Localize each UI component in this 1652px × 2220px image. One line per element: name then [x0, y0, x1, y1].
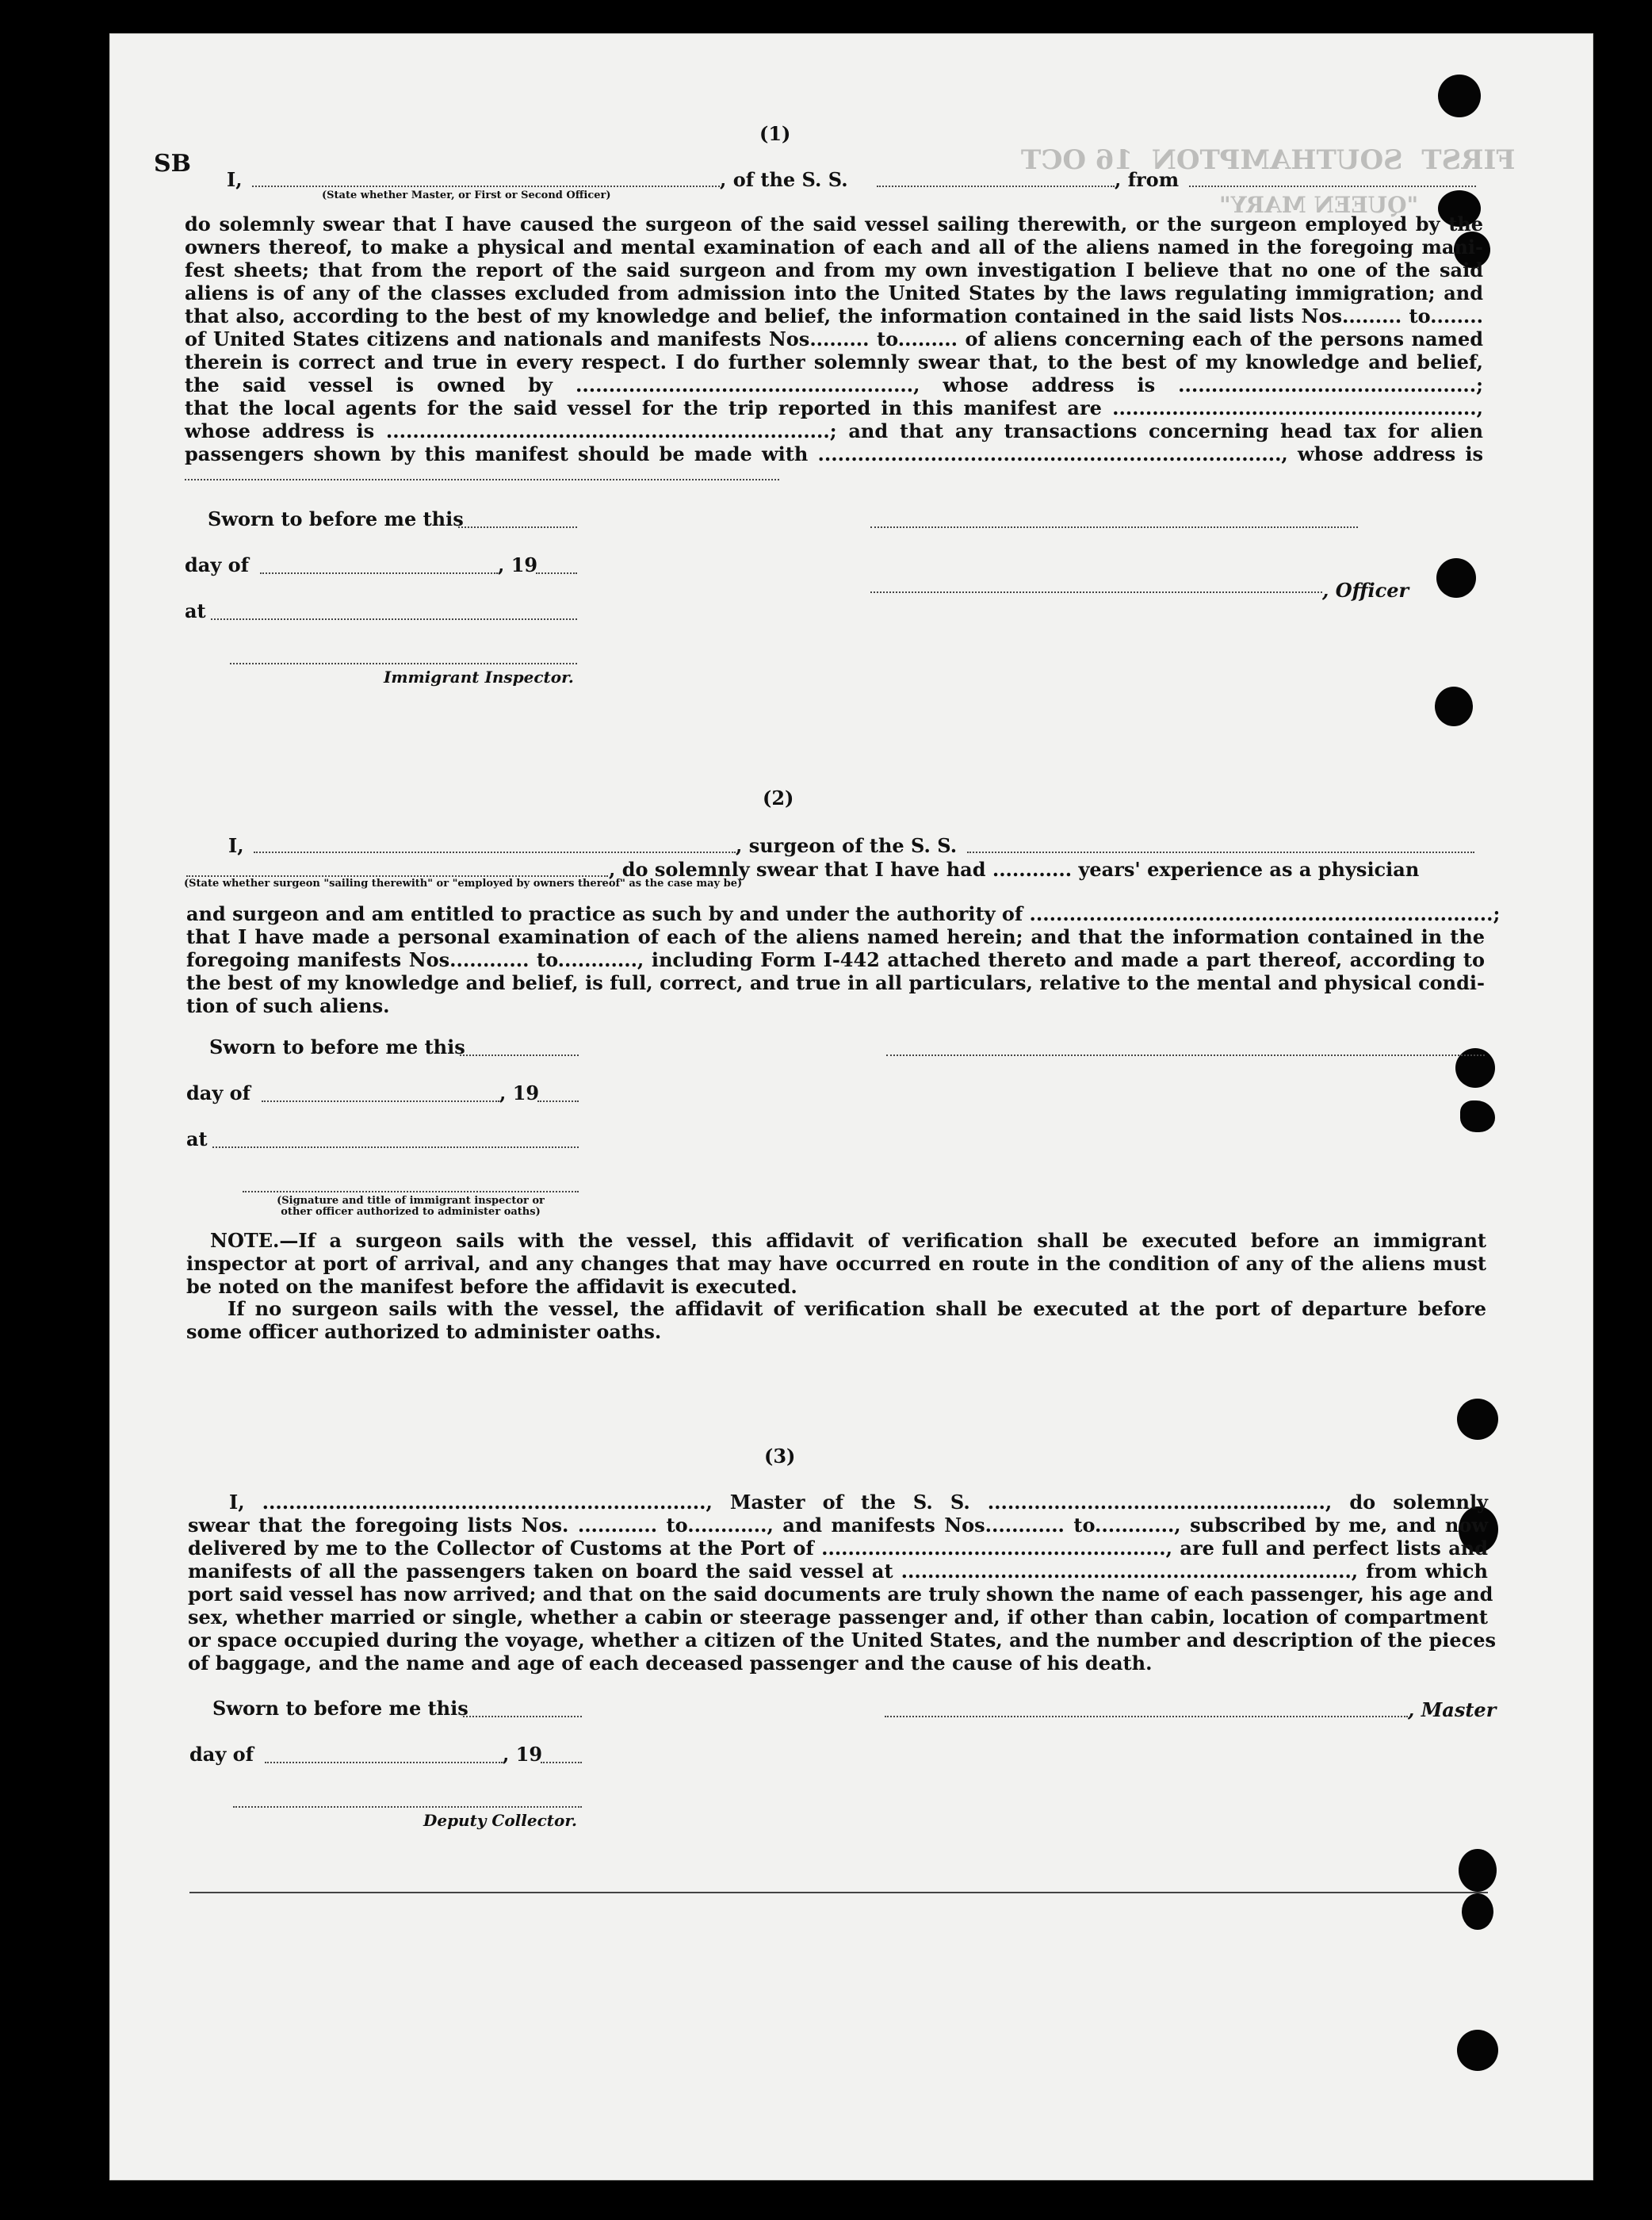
section2-year-label: , 19	[499, 1081, 540, 1104]
section3-day-label: day of	[189, 1743, 254, 1766]
binder-hole	[1436, 558, 1476, 598]
section2-oath-text: and surgeon and am entitled to practice as such by and under the authority of ......................................................................; that I have made a personal examination of each of the aliens named herein; and that the information contained in the foregoing manifests Nos............ to............, including Form I-442 attached thereto and made a part thereof, according to the best of my knowledge and belief, is full, correct, and true in all particulars, relative to the mental and physical condi-	[186, 902, 1501, 994]
section2-sworn-label: Sworn to before me this	[209, 1035, 465, 1058]
section1-heading: (1)	[759, 122, 791, 145]
section2-heading: (2)	[763, 787, 794, 810]
section2-officer-signature[interactable]	[243, 1191, 579, 1192]
signature-note: (Signature and title of immigrant inspector or other officer authorized to administer oaths)	[277, 1195, 545, 1218]
section1-at-field[interactable]	[211, 618, 577, 620]
ship-name-field[interactable]	[877, 186, 1115, 187]
section3-oath-text: I, ..................................................................., Master of the S. S. ..................................................., do solemnly swear that the foregoing lists Nos. ............ to............, and manifests Nos............ to............, subscribed by me, and now delivered by me to the Collector of Customs at the Port of ...................................................., are full and perfect lists and manifests of all the passengers taken on board the said vessel at ...................................................................., from which port said vessel has now arrived; and that on the said documents are truly shown the name of each passenger, his age and sex, whether married or single, whether a cabin or steerage passenger and, if other than cabin, location of compartment or space occupied during the voyage, whether a citizen of the United States, and the number and description of the pieces	[188, 1491, 1497, 1652]
section1-day-label: day of	[185, 553, 249, 576]
section3-oath-last-line: of baggage, and the name and age of each deceased passenger and the cause of his death.	[188, 1652, 1153, 1675]
section2-day-field[interactable]	[262, 1100, 499, 1102]
section3-sworn-label: Sworn to before me this	[212, 1697, 468, 1720]
deputy-collector-label: Deputy Collector.	[423, 1811, 578, 1830]
surgeon-status-field[interactable]	[186, 875, 608, 877]
binder-hole	[1438, 75, 1481, 117]
master-note: (State whether Master, or First or Second Officer)	[322, 189, 611, 201]
section2-surgeon-signature[interactable]	[886, 1054, 1485, 1056]
transaction-address-field[interactable]	[185, 479, 779, 480]
binder-hole	[1462, 1893, 1493, 1930]
master-label: , Master	[1408, 1698, 1497, 1721]
section3-day-field[interactable]	[265, 1762, 503, 1763]
binder-hole	[1459, 1849, 1497, 1892]
sailing-note: (State whether surgeon "sailing therewith" or "employed by owners thereof" as the case may be)	[184, 878, 743, 890]
section2-at-label: at	[186, 1127, 208, 1150]
section3-year-field[interactable]	[541, 1762, 582, 1763]
section3-heading: (3)	[764, 1445, 796, 1468]
master-signature[interactable]	[885, 1716, 1408, 1717]
from-port-field[interactable]	[1189, 186, 1476, 187]
section1-oath-text: do solemnly swear that I have caused the surgeon of the said vessel sailing therewith, or the surgeon employed by the owners thereof, to make a physical and mental examination of each and all of the aliens named in the foregoing mani- fest sheets; that from the report of the said surgeon and from my own investigation I believe that no one of the said aliens is of any of the classes excluded from admission into the United States by the laws regulating immigration; and that also, according to the best of my knowledge and belief, the information contained in the said lists Nos......... to........ of United States citizens and nationals and manifests Nos......... to......... of aliens concerning each of the persons named therein is correct and true in every respect. I do further solemnly swear that, to the best of my knowledge and belief, the said vessel is owned by ..................................................., whose address is .............................................; that the local agents for the said vessel for the trip reported in this manifest are ......................................................., whose address is ...................................................................; and that any transactions concerning head tax for alien passengers shown by this manifest should be made with ......................................................................, whose address is	[185, 212, 1483, 465]
section1-sworn-label: Sworn to before me this	[208, 507, 464, 530]
section1-intro-i: I,	[227, 168, 243, 191]
binder-hole	[1457, 2030, 1498, 2071]
section1-officer-signature[interactable]	[870, 526, 1358, 528]
master-name-field[interactable]	[252, 186, 720, 187]
immigrant-inspector-label: Immigrant Inspector.	[384, 668, 574, 687]
section3-year-label: , 19	[503, 1743, 543, 1766]
section2-day-label: day of	[186, 1081, 250, 1104]
section1-officer-title-field[interactable]	[870, 591, 1322, 593]
binder-hole	[1435, 687, 1473, 726]
manifest-back-page	[109, 33, 1593, 2180]
surgeon-ship-field[interactable]	[967, 852, 1474, 853]
bottom-rule	[189, 1892, 1488, 1893]
note-paragraph: NOTE.—If a surgeon sails with the vessel, this affidavit of verification shall be executed before an immigrant inspector at port of arrival, and any changes that may have occurred en route in the condition of any of the aliens must	[186, 1229, 1486, 1275]
section1-sworn-field[interactable]	[458, 526, 577, 528]
note-last-line: be noted on the manifest before the affidavit is executed.	[186, 1275, 797, 1298]
section2-at-field[interactable]	[212, 1146, 579, 1148]
bleed-through-ship-name: "QUEEN MARY"	[1219, 192, 1419, 218]
surgeon-swear-text: , do solemnly swear that I have had ............ years' experience as a physician	[609, 858, 1420, 881]
note2-last-line: some officer authorized to administer oaths.	[186, 1320, 662, 1343]
left-margin-mark: SB	[154, 150, 192, 178]
section1-year-field[interactable]	[536, 572, 577, 574]
surgeon-of-label: , surgeon of the S. S.	[736, 834, 958, 857]
deputy-collector-signature[interactable]	[233, 1806, 582, 1808]
section2-sworn-field[interactable]	[460, 1054, 579, 1056]
bleed-through-stamp: FIRST SOUTHAMPTON 16 OCT	[1021, 144, 1516, 176]
surgeon-name-field[interactable]	[254, 852, 736, 853]
binder-hole	[1460, 1100, 1495, 1132]
section3-sworn-field[interactable]	[463, 1716, 582, 1717]
section2-oath-last-line: tion of such aliens.	[186, 994, 390, 1017]
section1-year-label: , 19	[498, 553, 538, 576]
section2-year-field[interactable]	[537, 1100, 579, 1102]
of-ss-label: , of the S. S.	[720, 168, 848, 191]
binder-hole	[1457, 1399, 1498, 1440]
from-label: , from	[1115, 168, 1180, 191]
note2-paragraph: If no surgeon sails with the vessel, the affidavit of verification shall be executed at the port of departure before	[228, 1297, 1486, 1320]
section1-day-field[interactable]	[260, 572, 498, 574]
immigrant-inspector-signature[interactable]	[230, 663, 577, 664]
officer-label: , Officer	[1322, 579, 1409, 602]
section2-i: I,	[228, 834, 244, 857]
section1-at-label: at	[185, 599, 206, 622]
